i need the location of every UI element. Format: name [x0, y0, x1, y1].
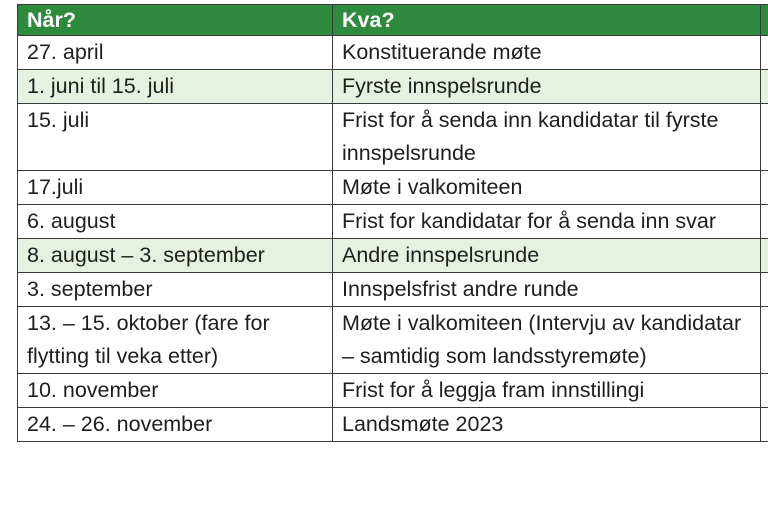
header-what: Kva?: [333, 5, 761, 36]
table-row: [18, 307, 768, 374]
header-filler: [761, 5, 768, 36]
cell-filler: [761, 307, 768, 374]
cell-when: 17.juli: [18, 171, 333, 205]
cell-when: 15. juli: [18, 104, 333, 171]
table-row: [18, 273, 768, 307]
schedule-table-container: [17, 4, 768, 442]
table-row: [18, 171, 768, 205]
cell-filler: [761, 70, 768, 104]
table-row: [18, 205, 768, 239]
cell-what: Møte i valkomiteen: [333, 171, 761, 205]
cell-when: 27. april: [18, 36, 333, 70]
table-row: [18, 408, 768, 442]
cell-what: Andre innspelsrunde: [333, 239, 761, 273]
table-header-row: [18, 5, 768, 36]
cell-filler: [761, 205, 768, 239]
cell-what: Konstituerande møte: [333, 36, 761, 70]
cell-what: Fyrste innspelsrunde: [333, 70, 761, 104]
table-row: [18, 104, 768, 171]
cell-what: Frist for kandidatar for å senda inn svar: [333, 205, 761, 239]
cell-filler: [761, 408, 768, 442]
table-row: [18, 70, 768, 104]
cell-what: Frist for å leggja fram innstillingi: [333, 374, 761, 408]
table-row: [18, 239, 768, 273]
table-row: [18, 374, 768, 408]
cell-when: 24. – 26. november: [18, 408, 333, 442]
cell-what: Landsmøte 2023: [333, 408, 761, 442]
cell-when: 13. – 15. oktober (fare for flytting til veka etter): [18, 307, 333, 374]
cell-what: Møte i valkomiteen (Intervju av kandidatar – samtidig som landsstyremøte): [333, 307, 761, 374]
cell-filler: [761, 374, 768, 408]
cell-filler: [761, 273, 768, 307]
header-when: Når?: [18, 5, 333, 36]
cell-filler: [761, 171, 768, 205]
cell-filler: [761, 104, 768, 171]
cell-when: 10. november: [18, 374, 333, 408]
cell-filler: [761, 36, 768, 70]
schedule-table: [17, 4, 768, 442]
table-row: [18, 36, 768, 70]
cell-when: 6. august: [18, 205, 333, 239]
cell-when: 3. september: [18, 273, 333, 307]
cell-what: Frist for å senda inn kandidatar til fyrste innspelsrunde: [333, 104, 761, 171]
cell-when: 1. juni til 15. juli: [18, 70, 333, 104]
cell-what: Innspelsfrist andre runde: [333, 273, 761, 307]
cell-when: 8. august – 3. september: [18, 239, 333, 273]
cell-filler: [761, 239, 768, 273]
